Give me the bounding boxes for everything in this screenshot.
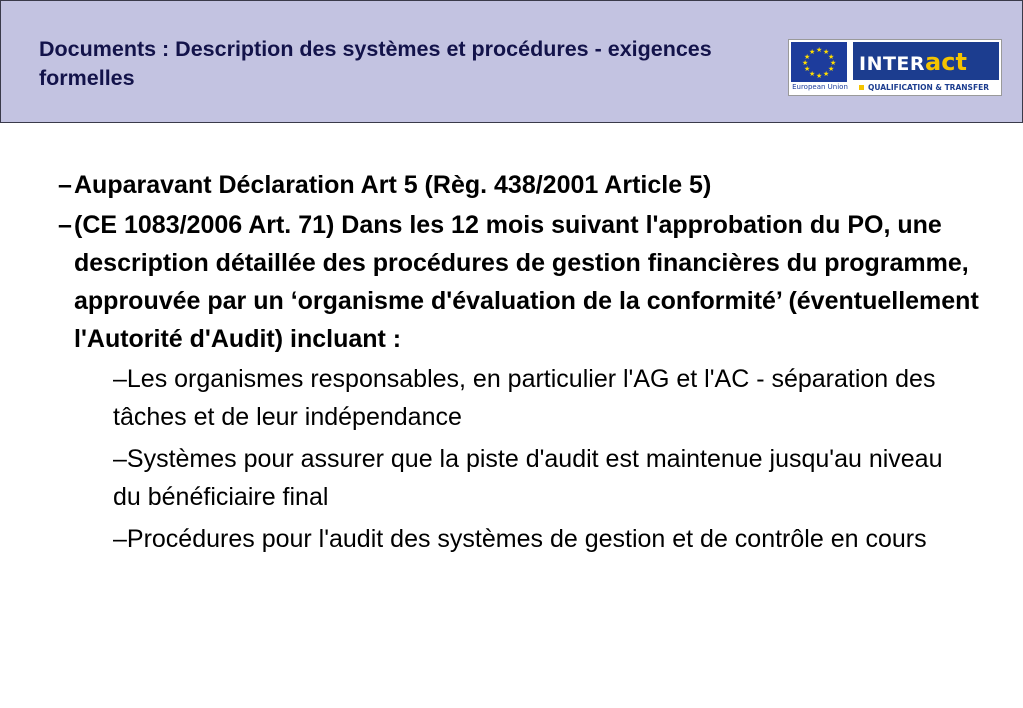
- slide-title: Documents : Description des systèmes et procédures - exigences formelles: [39, 37, 712, 90]
- bullet-dash: –: [58, 171, 72, 199]
- bullet-dash: –: [58, 211, 72, 239]
- brand-tagline: [853, 83, 999, 92]
- sub-bullet-item: –Systèmes pour assurer que la piste d'audit est maintenue jusqu'au niveau du bénéficiaire final: [113, 445, 943, 511]
- bullet-text: (CE 1083/2006 Art. 71) Dans les 12 mois suivant l'approbation du PO, une description détaillée des procédures de gestion financières du programme, approuvée par un ‘organisme d'évaluation de la conformité’ (éventuellement l'Autorité d'Audit) incluant :: [74, 211, 979, 353]
- slide-header: [0, 0, 1023, 123]
- bullet-text: Auparavant Déclaration Art 5 (Règ. 438/2001 Article 5): [74, 171, 712, 199]
- sub-bullet-item: –Les organismes responsables, en particulier l'AG et l'AC - séparation des tâches et de leur indépendance: [113, 365, 936, 431]
- interact-brand: [859, 48, 967, 76]
- sub-bullet-item: –Procédures pour l'audit des systèmes de gestion et de contrôle en cours: [113, 525, 927, 553]
- eu-flag-icon: ★ ★ ★ ★ ★ ★ ★ ★ ★ ★ ★ ★: [791, 42, 847, 82]
- slide-content: [0, 166, 1023, 562]
- square-icon: [859, 85, 864, 90]
- brand-act: act: [925, 48, 967, 76]
- interact-brand-box: [853, 42, 999, 80]
- interact-logo: [788, 39, 1002, 96]
- bullet-item: [58, 206, 984, 358]
- eu-label: European Union: [792, 83, 848, 91]
- bullet-item: [58, 166, 984, 204]
- brand-tagline-text: QUALIFICATION & TRANSFER: [868, 83, 989, 92]
- brand-inter: INTER: [859, 53, 926, 75]
